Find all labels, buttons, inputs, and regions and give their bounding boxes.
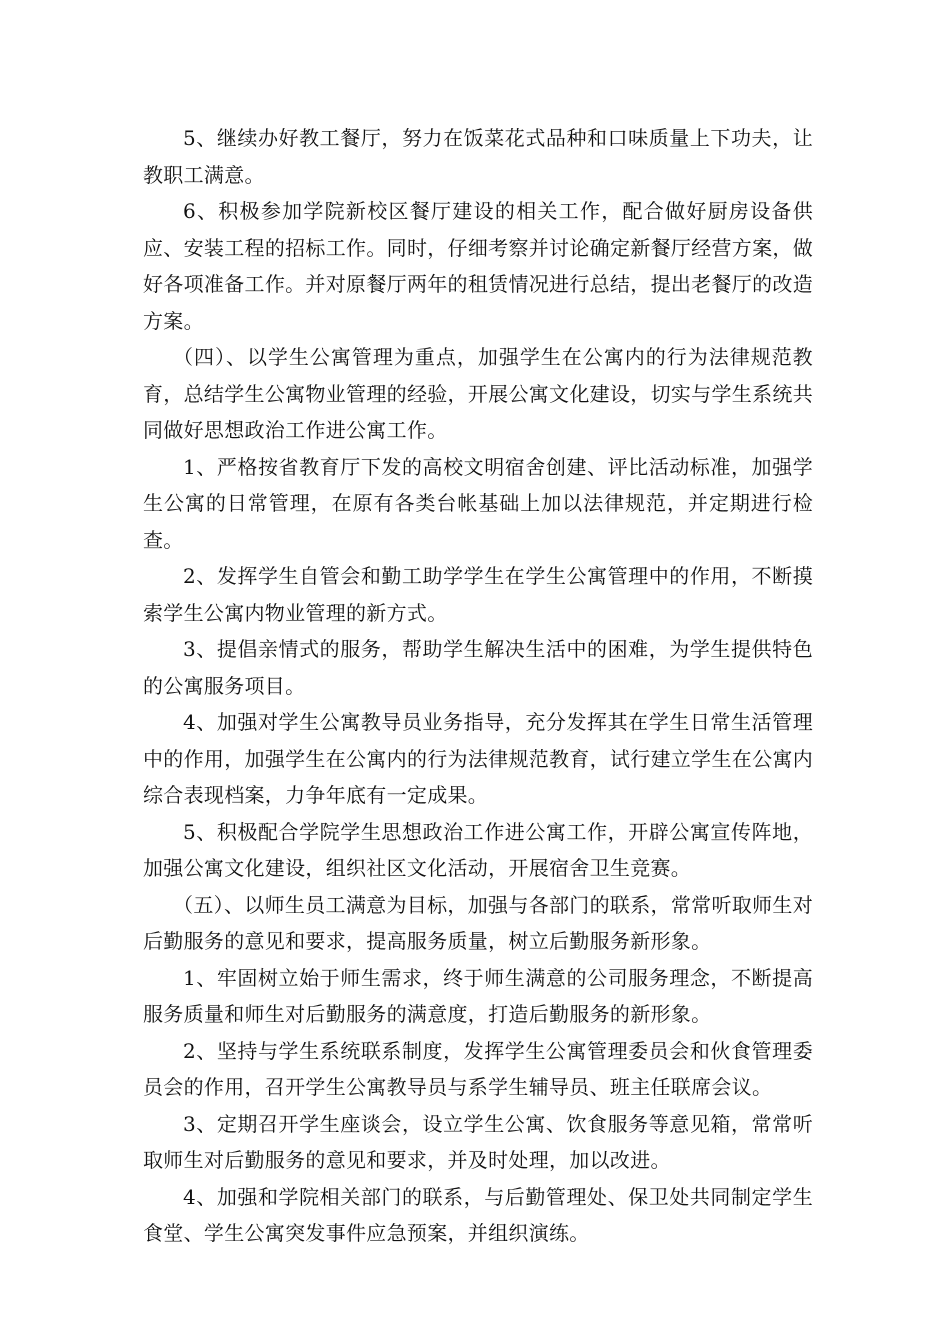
- paragraph-item-4-counselors: 4、加强对学生公寓教导员业务指导，充分发挥其在学生日常生活管理中的作用，加强学生在公寓内的行为法律规范教育，试行建立学生在公寓内综合表现档案，力争年底有一定成果。: [143, 710, 813, 807]
- paragraph-item-1-service-concept: 1、牢固树立始于师生需求，终于师生满意的公司服务理念，不断提高服务质量和师生对后勤服务的满意度，打造后勤服务的新形象。: [143, 965, 813, 1026]
- paragraph-item-3-services: 3、提倡亲情式的服务，帮助学生解决生活中的困难，为学生提供特色的公寓服务项目。: [143, 637, 813, 698]
- paragraph-item-5-canteen: 5、继续办好教工餐厅，努力在饭菜花式品种和口味质量上下功夫，让教职工满意。: [143, 126, 813, 187]
- section-heading-five: （五）、以师生员工满意为目标，加强与各部门的联系，常常听取师生对后勤服务的意见和要求，提高服务质量，树立后勤服务新形象。: [143, 892, 813, 953]
- paragraph-item-4-emergency-plans: 4、加强和学院相关部门的联系，与后勤管理处、保卫处共同制定学生食堂、学生公寓突发事件应急预案，并组织演练。: [143, 1184, 813, 1245]
- paragraph-item-1-dorm-standards: 1、严格按省教育厅下发的高校文明宿舍创建、评比活动标准，加强学生公寓的日常管理，在原有各类台帐基础上加以法律规范，并定期进行检查。: [143, 454, 813, 552]
- paragraph-item-3-forums: 3、定期召开学生座谈会，设立学生公寓、饮食服务等意见箱，常常听取师生对后勤服务的意见和要求，并及时处理，加以改进。: [143, 1111, 813, 1172]
- document-body: [143, 120, 813, 1252]
- paragraph-item-6-new-campus: 6、积极参加学院新校区餐厅建设的相关工作，配合做好厨房设备供应、安装工程的招标工作。同时，仔细考察并讨论确定新餐厅经营方案，做好各项准备工作。并对原餐厅两年的租赁情况进行总结，提出老餐厅的改造方案。: [143, 199, 813, 333]
- paragraph-item-2-liaison: 2、坚持与学生系统联系制度，发挥学生公寓管理委员会和伙食管理委员会的作用，召开学生公寓教导员与系学生辅导员、班主任联席会议。: [143, 1038, 813, 1099]
- section-heading-four: （四）、以学生公寓管理为重点，加强学生在公寓内的行为法律规范教育，总结学生公寓物业管理的经验，开展公寓文化建设，切实与学生系统共同做好思想政治工作进公寓工作。: [143, 345, 813, 442]
- paragraph-item-2-self-management: 2、发挥学生自管会和勤工助学学生在学生公寓管理中的作用，不断摸索学生公寓内物业管理的新方式。: [143, 564, 813, 625]
- paragraph-item-5-culture: 5、积极配合学院学生思想政治工作进公寓工作，开辟公寓宣传阵地，加强公寓文化建设，组织社区文化活动，开展宿舍卫生竞赛。: [143, 819, 813, 880]
